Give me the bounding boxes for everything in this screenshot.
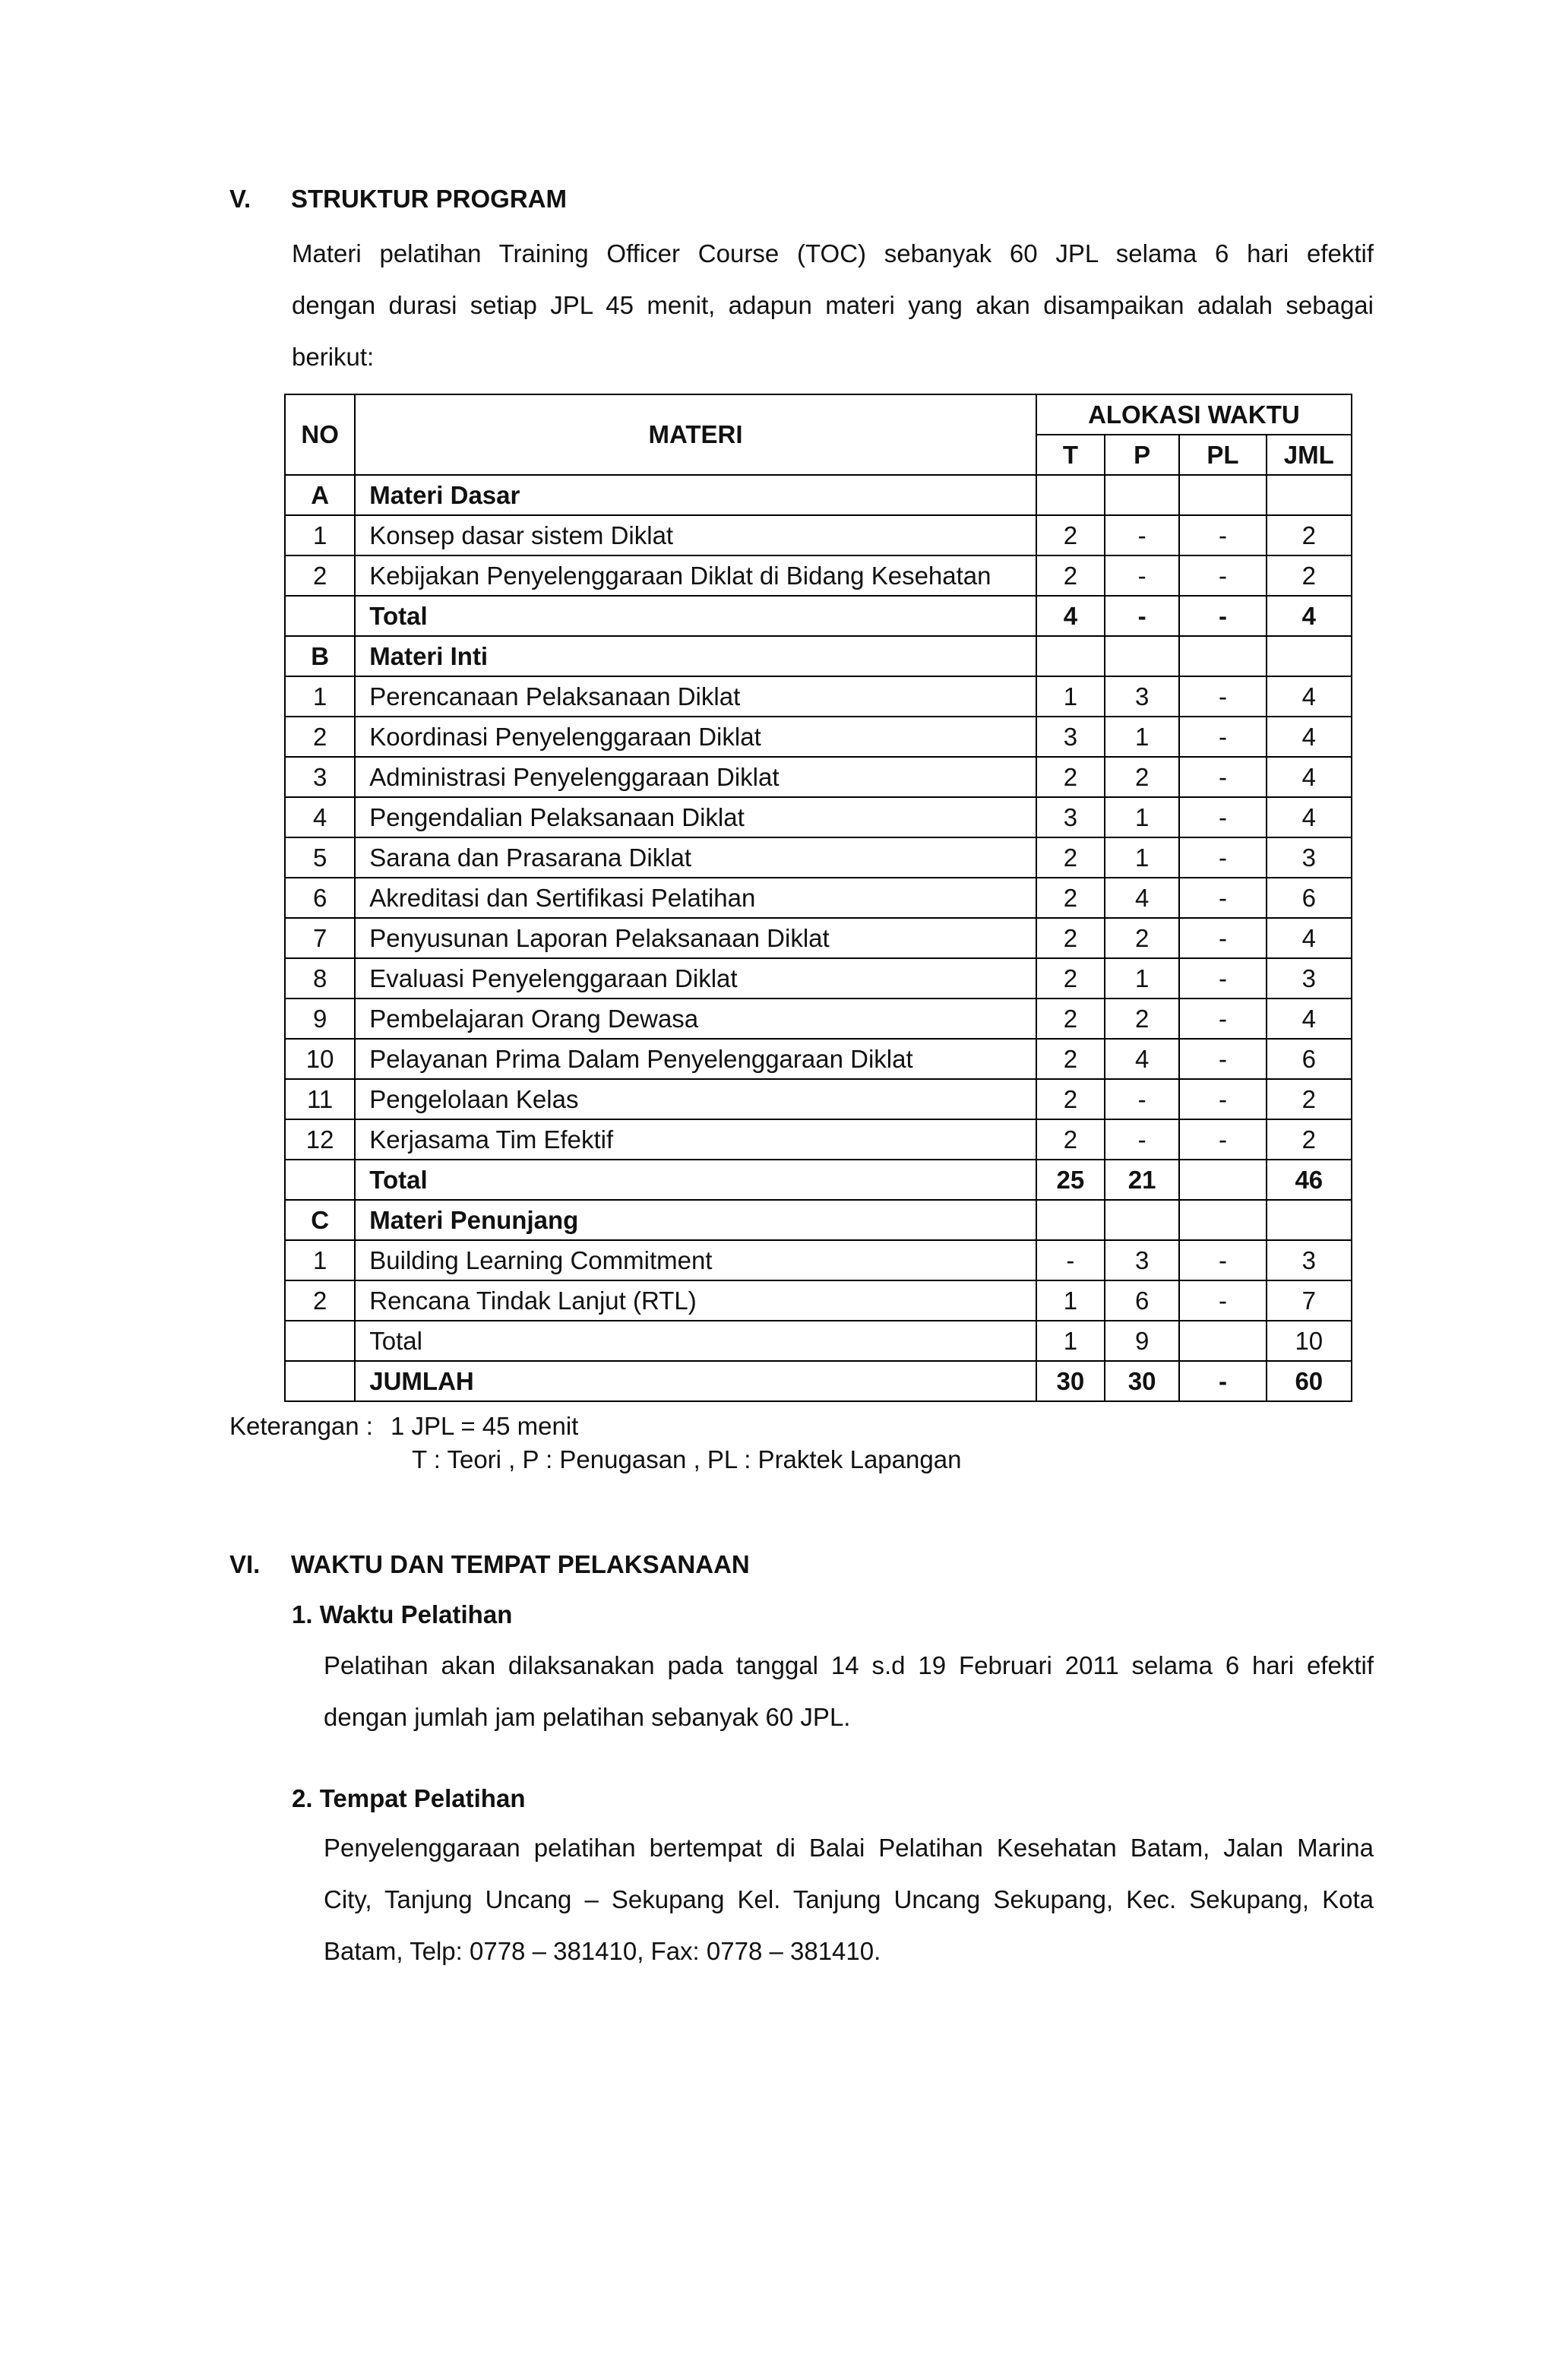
table-row [285,1200,1352,1240]
table-row [285,1240,1352,1280]
table-row [285,999,1352,1039]
cell-no: B [285,636,355,676]
cell-p: - [1105,555,1179,596]
cell-t: 1 [1036,676,1105,717]
cell-no: A [285,475,355,515]
cell-pl: - [1179,958,1266,999]
waktu-line: Pelatihan akan dilaksanakan pada tanggal 14 s.d 19 Februari 2011 selama 6 hari efektif [324,1651,1374,1679]
cell-pl: - [1179,555,1266,596]
table-row [285,636,1352,676]
cell-jml: 4 [1267,717,1352,757]
cell-pl: - [1179,837,1266,878]
cell-no: 2 [285,1280,355,1321]
cell-jml: 4 [1267,596,1352,636]
cell-materi: Total [355,1160,1036,1200]
header-p: P [1105,435,1179,475]
cell-jml: 2 [1267,515,1352,555]
cell-jml: 46 [1267,1160,1352,1200]
cell-materi: Building Learning Commitment [355,1240,1036,1280]
cell-materi: Evaluasi Penyelenggaraan Diklat [355,958,1036,999]
cell-pl: - [1179,676,1266,717]
cell-jml: 2 [1267,1079,1352,1119]
cell-materi: Total [355,596,1036,636]
cell-materi: Perencanaan Pelaksanaan Diklat [355,676,1036,717]
cell-t: 1 [1036,1280,1105,1321]
cell-pl [1179,1321,1266,1361]
cell-no: 7 [285,918,355,958]
cell-p: - [1105,515,1179,555]
cell-materi: Koordinasi Penyelenggaraan Diklat [355,717,1036,757]
cell-t: 2 [1036,878,1105,918]
table-row [285,958,1352,999]
cell-p: 2 [1105,999,1179,1039]
cell-materi: Total [355,1321,1036,1361]
cell-jml: 4 [1267,797,1352,837]
cell-pl: - [1179,515,1266,555]
cell-materi: Konsep dasar sistem Diklat [355,515,1036,555]
cell-t: 2 [1036,837,1105,878]
table-row [285,717,1352,757]
section-v-intro [292,228,1374,383]
cell-p: 3 [1105,676,1179,717]
cell-t: 3 [1036,797,1105,837]
cell-materi: Materi Penunjang [355,1200,1036,1240]
cell-jml: 10 [1267,1321,1352,1361]
table-row [285,918,1352,958]
table-row [285,1119,1352,1160]
table-row [285,1361,1352,1401]
table-row [285,1280,1352,1321]
cell-no: 3 [285,757,355,797]
cell-jml: 2 [1267,555,1352,596]
cell-no: 2 [285,555,355,596]
cell-materi: Pengendalian Pelaksanaan Diklat [355,797,1036,837]
subsection-waktu-title: 1. Waktu Pelatihan [292,1600,513,1628]
cell-p: 9 [1105,1321,1179,1361]
cell-t [1036,636,1105,676]
cell-t: 3 [1036,717,1105,757]
cell-materi: Materi Dasar [355,475,1036,515]
cell-t: 2 [1036,999,1105,1039]
section-v-title: STRUKTUR PROGRAM [291,185,567,213]
cell-jml: 4 [1267,676,1352,717]
table-row [285,757,1352,797]
cell-t: 30 [1036,1361,1105,1401]
cell-pl: - [1179,1119,1266,1160]
cell-pl: - [1179,878,1266,918]
cell-p: 4 [1105,1039,1179,1079]
cell-t: 25 [1036,1160,1105,1200]
cell-jml: 60 [1267,1361,1352,1401]
cell-materi: Pelayanan Prima Dalam Penyelenggaraan Diklat [355,1039,1036,1079]
cell-pl [1179,636,1266,676]
cell-materi: Sarana dan Prasarana Diklat [355,837,1036,878]
subsection-tempat-text [324,1822,1374,1977]
cell-pl: - [1179,1039,1266,1079]
cell-materi: Akreditasi dan Sertifikasi Pelatihan [355,878,1036,918]
cell-p: - [1105,596,1179,636]
cell-jml [1267,1200,1352,1240]
cell-materi: Kerjasama Tim Efektif [355,1119,1036,1160]
header-t: T [1036,435,1105,475]
cell-p: - [1105,1119,1179,1160]
table-row [285,878,1352,918]
cell-p: 1 [1105,958,1179,999]
table-row [285,1079,1352,1119]
cell-no [285,596,355,636]
intro-line: berikut: [292,343,375,371]
cell-no: C [285,1200,355,1240]
cell-jml: 3 [1267,1240,1352,1280]
section-v-number: V. [229,185,251,213]
cell-p [1105,1200,1179,1240]
cell-p: 4 [1105,878,1179,918]
header-pl: PL [1179,435,1266,475]
cell-p: 2 [1105,918,1179,958]
cell-pl: - [1179,596,1266,636]
tempat-line: Penyelenggaraan pelatihan bertempat di Balai Pelatihan Kesehatan Batam, Jalan Marina [324,1834,1374,1862]
cell-t: 4 [1036,596,1105,636]
cell-no: 2 [285,717,355,757]
cell-no: 4 [285,797,355,837]
table-row [285,1321,1352,1361]
cell-t: 2 [1036,958,1105,999]
cell-no [285,1321,355,1361]
cell-pl [1179,1200,1266,1240]
intro-line: dengan durasi setiap JPL 45 menit, adapun materi yang akan disampaikan adalah sebagai [292,291,1374,319]
table-row [285,837,1352,878]
table-row [285,475,1352,515]
cell-p: 1 [1105,797,1179,837]
cell-jml: 6 [1267,1039,1352,1079]
section-vi-title: WAKTU DAN TEMPAT PELAKSANAAN [291,1550,750,1578]
cell-jml: 4 [1267,757,1352,797]
cell-no: 10 [285,1039,355,1079]
cell-materi: Kebijakan Penyelenggaraan Diklat di Bidang Kesehatan [355,555,1036,596]
cell-pl: - [1179,717,1266,757]
cell-no [285,1160,355,1200]
cell-materi: Rencana Tindak Lanjut (RTL) [355,1280,1036,1321]
table-row [285,555,1352,596]
cell-materi: Pembelajaran Orang Dewasa [355,999,1036,1039]
cell-p: 21 [1105,1160,1179,1200]
cell-t: 2 [1036,757,1105,797]
cell-jml: 7 [1267,1280,1352,1321]
program-structure-table [284,394,1352,1402]
cell-no: 9 [285,999,355,1039]
keterangan-line-2: T : Teori , P : Penugasan , PL : Praktek Lapangan [412,1445,962,1473]
cell-t: 2 [1036,515,1105,555]
cell-no: 1 [285,676,355,717]
cell-jml [1267,636,1352,676]
cell-t: - [1036,1240,1105,1280]
cell-no [285,1361,355,1401]
header-jml: JML [1267,435,1352,475]
tempat-line: Batam, Telp: 0778 – 381410, Fax: 0778 – 381410. [324,1937,881,1965]
intro-line: Materi pelatihan Training Officer Course (TOC) sebanyak 60 JPL selama 6 hari efektif [292,239,1374,267]
cell-pl [1179,475,1266,515]
cell-jml: 3 [1267,958,1352,999]
keterangan-label: Keterangan : [229,1412,373,1440]
cell-pl: - [1179,1361,1266,1401]
cell-materi: Materi Inti [355,636,1036,676]
cell-no: 1 [285,515,355,555]
cell-jml: 6 [1267,878,1352,918]
cell-pl: - [1179,757,1266,797]
cell-jml: 4 [1267,918,1352,958]
cell-no: 6 [285,878,355,918]
cell-no: 12 [285,1119,355,1160]
cell-pl: - [1179,918,1266,958]
table-row [285,596,1352,636]
cell-no: 8 [285,958,355,999]
cell-p: 2 [1105,757,1179,797]
cell-t [1036,1200,1105,1240]
table-row [285,676,1352,717]
tempat-line: City, Tanjung Uncang – Sekupang Kel. Tanjung Uncang Sekupang, Kec. Sekupang, Kota [324,1885,1374,1913]
table-body [285,475,1352,1401]
cell-pl [1179,1160,1266,1200]
cell-p [1105,636,1179,676]
cell-no: 1 [285,1240,355,1280]
cell-jml: 4 [1267,999,1352,1039]
cell-p: 3 [1105,1240,1179,1280]
cell-materi: JUMLAH [355,1361,1036,1401]
cell-t: 2 [1036,918,1105,958]
cell-pl: - [1179,1079,1266,1119]
cell-materi: Pengelolaan Kelas [355,1079,1036,1119]
cell-pl: - [1179,1280,1266,1321]
cell-pl: - [1179,999,1266,1039]
cell-jml: 2 [1267,1119,1352,1160]
cell-p: 1 [1105,717,1179,757]
cell-no: 11 [285,1079,355,1119]
header-materi: MATERI [355,394,1036,475]
table-row [285,797,1352,837]
cell-t: 2 [1036,555,1105,596]
cell-t: 2 [1036,1079,1105,1119]
subsection-waktu-text [324,1640,1374,1743]
cell-pl: - [1179,797,1266,837]
table-row [285,515,1352,555]
header-no: NO [285,394,355,475]
cell-jml [1267,475,1352,515]
table-row [285,1039,1352,1079]
cell-materi: Administrasi Penyelenggaraan Diklat [355,757,1036,797]
section-vi-number: VI. [229,1550,261,1578]
subsection-tempat-title: 2. Tempat Pelatihan [292,1784,526,1812]
cell-p: 1 [1105,837,1179,878]
cell-p: 30 [1105,1361,1179,1401]
cell-t: 1 [1036,1321,1105,1361]
cell-p: 6 [1105,1280,1179,1321]
waktu-line: dengan jumlah jam pelatihan sebanyak 60 JPL. [324,1703,851,1731]
cell-pl: - [1179,1240,1266,1280]
cell-no: 5 [285,837,355,878]
keterangan-line-1: 1 JPL = 45 menit [391,1412,579,1440]
table-row [285,1160,1352,1200]
cell-p: - [1105,1079,1179,1119]
header-alokasi-waktu: ALOKASI WAKTU [1036,394,1352,435]
cell-t: 2 [1036,1039,1105,1079]
cell-p [1105,475,1179,515]
cell-materi: Penyusunan Laporan Pelaksanaan Diklat [355,918,1036,958]
cell-jml: 3 [1267,837,1352,878]
cell-t: 2 [1036,1119,1105,1160]
cell-t [1036,475,1105,515]
